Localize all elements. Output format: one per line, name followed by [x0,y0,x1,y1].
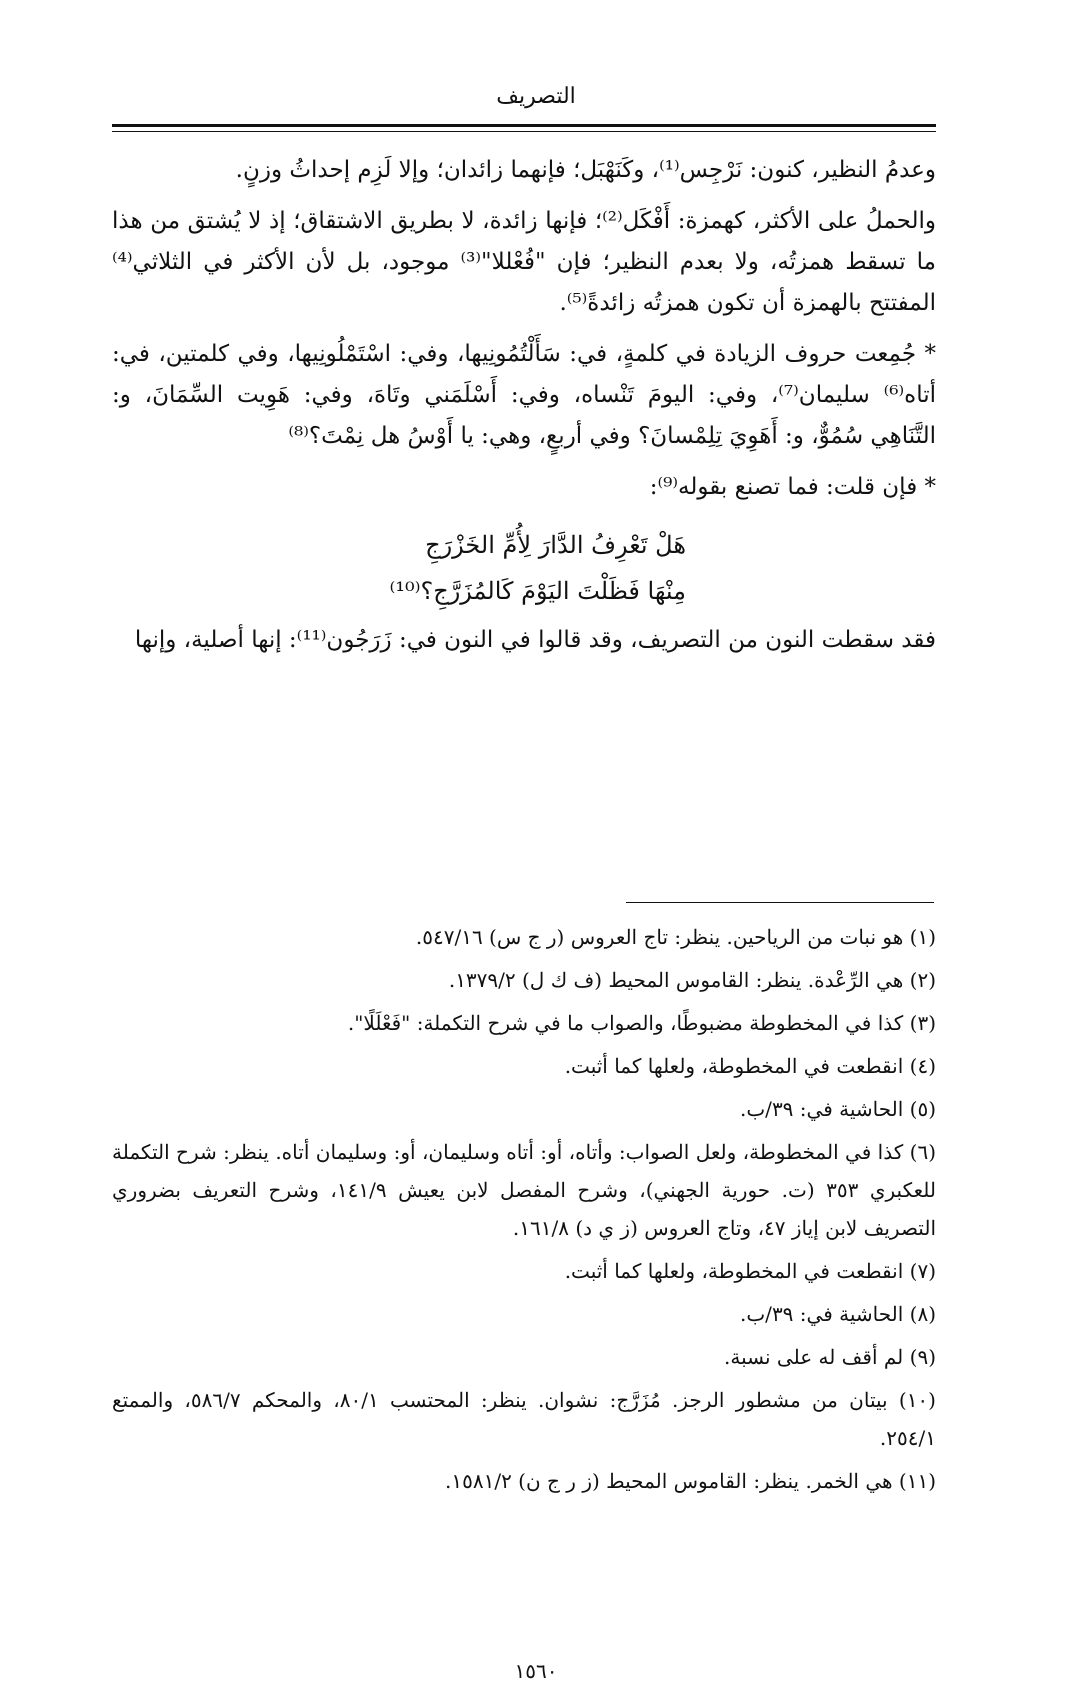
verse-line: مِنْهَا فَظَلْتَ اليَوْمَ كَالمُزَرَّجِ؟⁽¹⁰⁾ [389,577,686,605]
footnote: (١١) هي الخمر. ينظر: القاموس المحيط (ز ر ج ن) ١٥٨١/٢. [445,1469,936,1493]
footnote: (٣) كذا في المخطوطة مضبوطًا، والصواب ما في شرح التكملة: "فَعْلَلًا". [347,1011,936,1035]
paragraph: * فإن قلت: فما تصنع بقوله⁽⁹⁾: [649,474,936,500]
verse-line: هَلْ تَعْرِفُ الدَّارَ لِأُمِّ الخَزْرَجِ [425,531,686,559]
page-number: ١٥٦٠ [514,1659,558,1683]
paragraph: * جُمِعت حروف الزيادة في كلمةٍ، في: سَأَلْتُمُونِيها، وفي: اسْتَمْلُونِيها، وفي كلمتين، في: أتاه⁽⁶⁾ سليمان⁽⁷⁾، وفي: اليومَ تَنْساه، وفي: أَسْلَمَني وتَاهَ، وفي: هَوِيت السِّمَانَ، و: التَّنَاهِي سُمُوٌّ، و: أَهَوِيَ تِلِمْسانَ؟ وفي أربعٍ، وهي: يا أَوْسُ هل نِمْتَ؟⁽⁸⁾ [112,341,937,449]
running-header: التصريف [496,84,576,109]
footnote: (٢) هي الرِّعْدة. ينظر: القاموس المحيط (ف ك ل) ١٣٧٩/٢. [448,968,936,992]
footnote: (٨) الحاشية في: ٣٩/ب. [740,1302,936,1326]
footnote: (١) هو نبات من الرياحين. ينظر: تاج العروس (ر ج س) ٥٤٧/١٦. [415,925,936,949]
footnote: (٧) انقطعت في المخطوطة، ولعلها كما أثبت. [564,1259,936,1283]
footnote-separator [626,902,934,903]
header-rule-thick [112,124,936,127]
main-text [112,150,936,671]
footnotes [112,918,936,1505]
paragraph: وعدمُ النظير، كنون: نَرْجِس⁽¹⁾، وكَنَهْبَل؛ فإنهما زائدان؛ وإلا لَزِم إحداثُ وزنٍ. [235,157,936,183]
paragraph: والحملُ على الأكثر، كهمزة: أَفْكَل⁽²⁾؛ فإنها زائدة، لا بطريق الاشتقاق؛ إذ لا يُشتق من هذا ما تسقط همزتُه، ولا بعدم النظير؛ فإن "فُعْللا"⁽³⁾ موجود، بل لأن الأكثر في الثلاثي⁽⁴⁾ المفتتح بالهمزة أن تكون همزتُه زائدةً⁽⁵⁾. [112,208,937,316]
footnote: (٩) لم أقف له على نسبة. [724,1345,936,1369]
footnote: (١٠) بيتان من مشطور الرجز. مُزَرَّج: نشوان. ينظر: المحتسب ٨٠/١، والمحكم ٥٨٦/٧، والممتع ٢٥٤/١. [112,1388,936,1450]
footnote: (٥) الحاشية في: ٣٩/ب. [740,1097,936,1121]
header-rule-thin [112,131,936,132]
verse-block [112,522,936,614]
footnote: (٤) انقطعت في المخطوطة، ولعلها كما أثبت. [564,1054,936,1078]
paragraph: فقد سقطت النون من التصريف، وقد قالوا في النون في: زَرَجُون⁽¹¹⁾: إنها أصلية، وإنها [134,627,936,653]
footnote: (٦) كذا في المخطوطة، ولعل الصواب: وأتاه، أو: أتاه وسليمان، أو: وسليمان أتاه. ينظر: شرح التكملة للعكبري ٣٥٣ (ت. حورية الجهني)، وشرح المفصل لابن يعيش ١٤١/٩، وشرح التعريف بضروري التصريف لابن إياز ٤٧، وتاج العروس (ز ي د) ١٦١/٨. [112,1140,936,1240]
